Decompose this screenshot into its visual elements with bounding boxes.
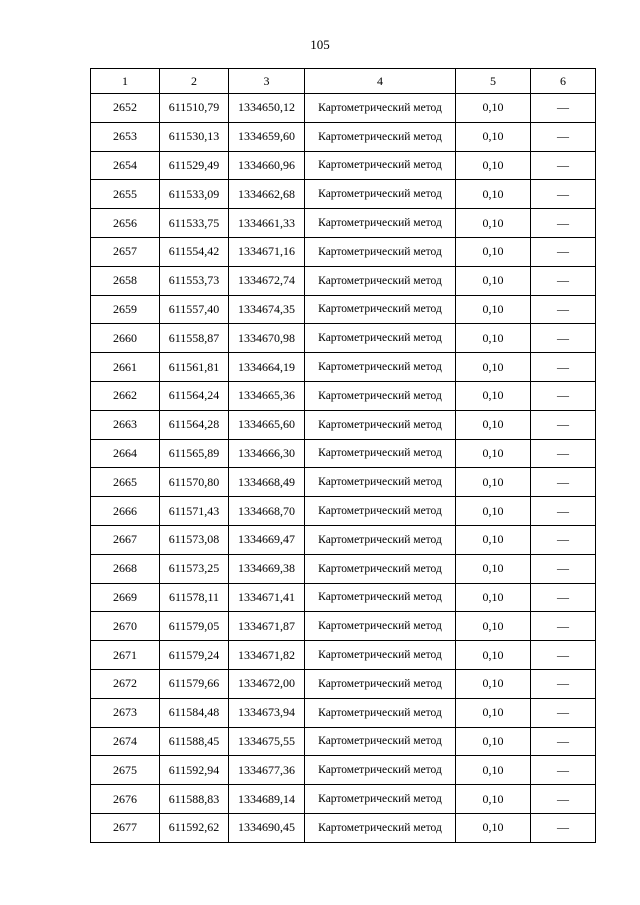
x-coordinate-cell: 611592,94 — [160, 756, 229, 785]
note-cell: — — [531, 266, 596, 295]
method-cell: Картометрический метод — [305, 813, 456, 842]
y-coordinate-cell: 1334671,87 — [229, 612, 305, 641]
y-coordinate-cell: 1334672,00 — [229, 669, 305, 698]
table-row — [91, 353, 596, 382]
y-coordinate-cell: 1334671,41 — [229, 583, 305, 612]
accuracy-cell: 0,10 — [456, 612, 531, 641]
accuracy-cell: 0,10 — [456, 94, 531, 123]
table-row — [91, 756, 596, 785]
point-number-cell: 2672 — [91, 669, 160, 698]
y-coordinate-cell: 1334671,16 — [229, 237, 305, 266]
x-coordinate-cell: 611558,87 — [160, 324, 229, 353]
method-cell: Картометрический метод — [305, 266, 456, 295]
x-coordinate-cell: 611530,13 — [160, 122, 229, 151]
accuracy-cell: 0,10 — [456, 785, 531, 814]
note-cell: — — [531, 669, 596, 698]
table-row — [91, 209, 596, 238]
point-number-cell: 2669 — [91, 583, 160, 612]
accuracy-cell: 0,10 — [456, 698, 531, 727]
x-coordinate-cell: 611578,11 — [160, 583, 229, 612]
accuracy-cell: 0,10 — [456, 497, 531, 526]
point-number-cell: 2668 — [91, 554, 160, 583]
note-cell: — — [531, 94, 596, 123]
table-row — [91, 525, 596, 554]
table-row — [91, 410, 596, 439]
method-cell: Картометрический метод — [305, 324, 456, 353]
table-row — [91, 237, 596, 266]
note-cell: — — [531, 295, 596, 324]
point-number-cell: 2661 — [91, 353, 160, 382]
table-row — [91, 180, 596, 209]
x-coordinate-cell: 611553,73 — [160, 266, 229, 295]
x-coordinate-cell: 611579,24 — [160, 641, 229, 670]
note-cell: — — [531, 324, 596, 353]
y-coordinate-cell: 1334689,14 — [229, 785, 305, 814]
x-coordinate-cell: 611584,48 — [160, 698, 229, 727]
table-body — [91, 94, 596, 843]
x-coordinate-cell: 611554,42 — [160, 237, 229, 266]
accuracy-cell: 0,10 — [456, 669, 531, 698]
note-cell: — — [531, 641, 596, 670]
point-number-cell: 2664 — [91, 439, 160, 468]
table-row — [91, 468, 596, 497]
accuracy-cell: 0,10 — [456, 324, 531, 353]
table-row — [91, 324, 596, 353]
column-header: 2 — [160, 69, 229, 94]
method-cell: Картометрический метод — [305, 209, 456, 238]
accuracy-cell: 0,10 — [456, 583, 531, 612]
x-coordinate-cell: 611588,45 — [160, 727, 229, 756]
y-coordinate-cell: 1334665,60 — [229, 410, 305, 439]
accuracy-cell: 0,10 — [456, 295, 531, 324]
y-coordinate-cell: 1334664,19 — [229, 353, 305, 382]
point-number-cell: 2663 — [91, 410, 160, 439]
y-coordinate-cell: 1334672,74 — [229, 266, 305, 295]
accuracy-cell: 0,10 — [456, 525, 531, 554]
x-coordinate-cell: 611592,62 — [160, 813, 229, 842]
table-row — [91, 295, 596, 324]
y-coordinate-cell: 1334659,60 — [229, 122, 305, 151]
point-number-cell: 2674 — [91, 727, 160, 756]
method-cell: Картометрический метод — [305, 612, 456, 641]
column-header: 4 — [305, 69, 456, 94]
y-coordinate-cell: 1334650,12 — [229, 94, 305, 123]
y-coordinate-cell: 1334665,36 — [229, 381, 305, 410]
note-cell: — — [531, 381, 596, 410]
column-header: 5 — [456, 69, 531, 94]
note-cell: — — [531, 756, 596, 785]
note-cell: — — [531, 612, 596, 641]
page-number: 105 — [310, 37, 330, 52]
method-cell: Картометрический метод — [305, 525, 456, 554]
point-number-cell: 2670 — [91, 612, 160, 641]
point-number-cell: 2677 — [91, 813, 160, 842]
y-coordinate-cell: 1334661,33 — [229, 209, 305, 238]
x-coordinate-cell: 611564,24 — [160, 381, 229, 410]
point-number-cell: 2656 — [91, 209, 160, 238]
table-row — [91, 122, 596, 151]
note-cell: — — [531, 353, 596, 382]
table-row — [91, 151, 596, 180]
table-row — [91, 554, 596, 583]
y-coordinate-cell: 1334673,94 — [229, 698, 305, 727]
note-cell: — — [531, 525, 596, 554]
x-coordinate-cell: 611561,81 — [160, 353, 229, 382]
y-coordinate-cell: 1334670,98 — [229, 324, 305, 353]
point-number-cell: 2662 — [91, 381, 160, 410]
column-header: 6 — [531, 69, 596, 94]
point-number-cell: 2675 — [91, 756, 160, 785]
point-number-cell: 2654 — [91, 151, 160, 180]
accuracy-cell: 0,10 — [456, 756, 531, 785]
method-cell: Картометрический метод — [305, 381, 456, 410]
y-coordinate-cell: 1334671,82 — [229, 641, 305, 670]
y-coordinate-cell: 1334668,70 — [229, 497, 305, 526]
method-cell: Картометрический метод — [305, 295, 456, 324]
point-number-cell: 2657 — [91, 237, 160, 266]
table-row — [91, 381, 596, 410]
accuracy-cell: 0,10 — [456, 353, 531, 382]
method-cell: Картометрический метод — [305, 554, 456, 583]
x-coordinate-cell: 611588,83 — [160, 785, 229, 814]
y-coordinate-cell: 1334674,35 — [229, 295, 305, 324]
accuracy-cell: 0,10 — [456, 209, 531, 238]
table-row — [91, 641, 596, 670]
point-number-cell: 2673 — [91, 698, 160, 727]
table-row — [91, 698, 596, 727]
point-number-cell: 2666 — [91, 497, 160, 526]
accuracy-cell: 0,10 — [456, 180, 531, 209]
note-cell: — — [531, 497, 596, 526]
column-header: 3 — [229, 69, 305, 94]
method-cell: Картометрический метод — [305, 94, 456, 123]
method-cell: Картометрический метод — [305, 727, 456, 756]
note-cell: — — [531, 785, 596, 814]
accuracy-cell: 0,10 — [456, 266, 531, 295]
note-cell: — — [531, 237, 596, 266]
method-cell: Картометрический метод — [305, 669, 456, 698]
table-row — [91, 439, 596, 468]
point-number-cell: 2660 — [91, 324, 160, 353]
y-coordinate-cell: 1334669,47 — [229, 525, 305, 554]
x-coordinate-cell: 611579,05 — [160, 612, 229, 641]
x-coordinate-cell: 611573,08 — [160, 525, 229, 554]
table-row — [91, 785, 596, 814]
point-number-cell: 2676 — [91, 785, 160, 814]
accuracy-cell: 0,10 — [456, 381, 531, 410]
method-cell: Картометрический метод — [305, 180, 456, 209]
accuracy-cell: 0,10 — [456, 439, 531, 468]
method-cell: Картометрический метод — [305, 641, 456, 670]
x-coordinate-cell: 611557,40 — [160, 295, 229, 324]
note-cell: — — [531, 439, 596, 468]
x-coordinate-cell: 611510,79 — [160, 94, 229, 123]
method-cell: Картометрический метод — [305, 468, 456, 497]
table-row — [91, 94, 596, 123]
x-coordinate-cell: 611564,28 — [160, 410, 229, 439]
note-cell: — — [531, 698, 596, 727]
note-cell: — — [531, 180, 596, 209]
accuracy-cell: 0,10 — [456, 727, 531, 756]
x-coordinate-cell: 611529,49 — [160, 151, 229, 180]
y-coordinate-cell: 1334662,68 — [229, 180, 305, 209]
table-row — [91, 813, 596, 842]
note-cell: — — [531, 468, 596, 497]
accuracy-cell: 0,10 — [456, 554, 531, 583]
coordinates-table — [90, 68, 596, 843]
point-number-cell: 2671 — [91, 641, 160, 670]
point-number-cell: 2665 — [91, 468, 160, 497]
y-coordinate-cell: 1334666,30 — [229, 439, 305, 468]
x-coordinate-cell: 611570,80 — [160, 468, 229, 497]
table-header-row — [91, 69, 596, 94]
y-coordinate-cell: 1334675,55 — [229, 727, 305, 756]
x-coordinate-cell: 611533,75 — [160, 209, 229, 238]
table-row — [91, 727, 596, 756]
y-coordinate-cell: 1334677,36 — [229, 756, 305, 785]
method-cell: Картометрический метод — [305, 122, 456, 151]
x-coordinate-cell: 611579,66 — [160, 669, 229, 698]
y-coordinate-cell: 1334669,38 — [229, 554, 305, 583]
y-coordinate-cell: 1334668,49 — [229, 468, 305, 497]
point-number-cell: 2652 — [91, 94, 160, 123]
point-number-cell: 2655 — [91, 180, 160, 209]
method-cell: Картометрический метод — [305, 583, 456, 612]
accuracy-cell: 0,10 — [456, 641, 531, 670]
note-cell: — — [531, 122, 596, 151]
y-coordinate-cell: 1334690,45 — [229, 813, 305, 842]
table-row — [91, 497, 596, 526]
note-cell: — — [531, 410, 596, 439]
accuracy-cell: 0,10 — [456, 410, 531, 439]
note-cell: — — [531, 583, 596, 612]
table-row — [91, 266, 596, 295]
accuracy-cell: 0,10 — [456, 237, 531, 266]
x-coordinate-cell: 611571,43 — [160, 497, 229, 526]
table-row — [91, 583, 596, 612]
point-number-cell: 2659 — [91, 295, 160, 324]
accuracy-cell: 0,10 — [456, 151, 531, 180]
x-coordinate-cell: 611533,09 — [160, 180, 229, 209]
method-cell: Картометрический метод — [305, 439, 456, 468]
accuracy-cell: 0,10 — [456, 468, 531, 497]
table-row — [91, 612, 596, 641]
note-cell: — — [531, 151, 596, 180]
method-cell: Картометрический метод — [305, 410, 456, 439]
method-cell: Картометрический метод — [305, 497, 456, 526]
method-cell: Картометрический метод — [305, 698, 456, 727]
x-coordinate-cell: 611565,89 — [160, 439, 229, 468]
note-cell: — — [531, 813, 596, 842]
note-cell: — — [531, 727, 596, 756]
point-number-cell: 2653 — [91, 122, 160, 151]
column-header: 1 — [91, 69, 160, 94]
note-cell: — — [531, 209, 596, 238]
y-coordinate-cell: 1334660,96 — [229, 151, 305, 180]
method-cell: Картометрический метод — [305, 151, 456, 180]
method-cell: Картометрический метод — [305, 353, 456, 382]
method-cell: Картометрический метод — [305, 237, 456, 266]
point-number-cell: 2667 — [91, 525, 160, 554]
x-coordinate-cell: 611573,25 — [160, 554, 229, 583]
point-number-cell: 2658 — [91, 266, 160, 295]
note-cell: — — [531, 554, 596, 583]
table-row — [91, 669, 596, 698]
method-cell: Картометрический метод — [305, 756, 456, 785]
method-cell: Картометрический метод — [305, 785, 456, 814]
accuracy-cell: 0,10 — [456, 122, 531, 151]
accuracy-cell: 0,10 — [456, 813, 531, 842]
